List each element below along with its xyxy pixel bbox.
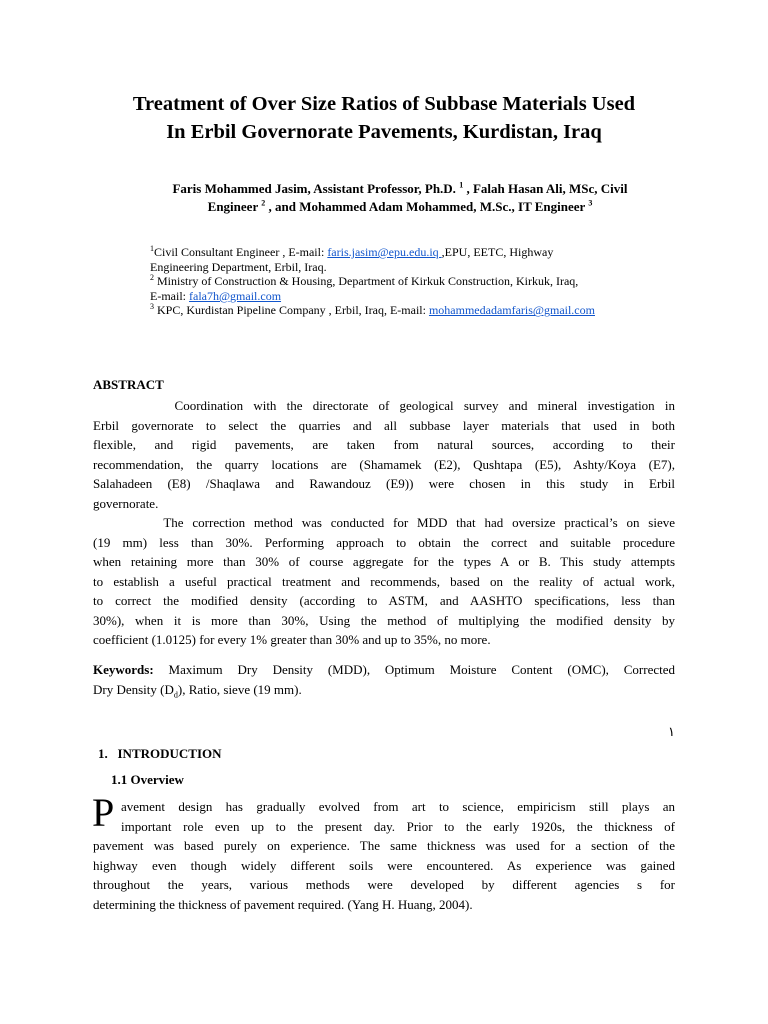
author-list bbox=[110, 180, 690, 216]
email-link-2[interactable]: fala7h@gmail.com bbox=[189, 288, 282, 303]
affiliation-2: $^2$ Ministry of Construction & Housing, Department of Kirkuk Construction, Kirkuk, Iraq, bbox=[150, 273, 579, 289]
abstract-p1-line: recommendation, the quarry locations are (Shamamek (E2), Qushtapa (E5), Ashty/Koya (E7), bbox=[93, 456, 675, 472]
affiliation-2-email: E-mail: fala7h@gmail.com bbox=[150, 288, 282, 303]
abstract-paragraph-2 bbox=[93, 513, 675, 650]
authors-line-1: Faris Mohammed Jasim, Assistant Professor, Ph.D. $^1$ , Falah Hasan Ali, MSc, Civil bbox=[172, 180, 628, 196]
abstract-p1-line: flexible, and rigid pavements, are taken from natural sources, according to their bbox=[93, 437, 675, 452]
keywords-line-1: Keywords: Maximum Dry Density (MDD), Optimum Moisture Content (OMC), Corrected bbox=[93, 662, 675, 677]
keywords-line-2: Dry Density $(D_d)$, Ratio, sieve (19 mm). bbox=[93, 681, 302, 700]
abstract-heading: ABSTRACT bbox=[93, 377, 164, 392]
keywords-label: Keywords: bbox=[93, 662, 154, 677]
intro-paragraph-indented bbox=[121, 797, 675, 836]
abstract-p2-line: to establish a useful practical treatment and recommends, based on the reality of actual work, bbox=[93, 573, 675, 589]
abstract-p2-line: to correct the modified density (according to ASTM, and AASHTO specifications, less than bbox=[93, 593, 675, 608]
email-link-3[interactable]: mohammedadamfaris@gmail.com bbox=[428, 303, 595, 318]
title-line-2: In Erbil Governorate Pavements, Kurdistan, Iraq bbox=[166, 121, 602, 143]
title-line-1: Treatment of Over Size Ratios of Subbase Materials Used bbox=[132, 93, 636, 115]
abstract-p1-line: Coordination with the directorate of geological survey and mineral investigation in bbox=[93, 398, 675, 413]
abstract-paragraph-1 bbox=[93, 396, 675, 513]
subsection-heading-overview: 1.1 Overview bbox=[111, 772, 184, 787]
affiliation-1-cont: Engineering Department, Erbil, Iraq. bbox=[150, 259, 327, 274]
intro-line: throughout the years, various methods were developed by different agencies s for bbox=[93, 877, 675, 892]
email-link-1[interactable]: faris.jasim@epu.edu.iq bbox=[327, 245, 442, 259]
intro-line: important role even up to the present day. Prior to the early 1920s, the thickness of bbox=[121, 818, 675, 834]
abstract-p1-line: governorate. bbox=[93, 495, 159, 511]
abstract-p1-line: Erbil governorate to select the quarries and all subbase layer materials that used in both bbox=[93, 417, 675, 433]
abstract-p2-line: when retaining more than 30% of course aggregate for the types A or B. This study attempts bbox=[93, 554, 675, 569]
drop-cap: P bbox=[92, 790, 115, 835]
abstract-p2-line: coefficient (1.0125) for every 1% greater than 30% and up to 35%, no more. bbox=[93, 632, 491, 647]
section-heading-introduction: 1. INTRODUCTION bbox=[98, 746, 222, 761]
intro-line: avement design has gradually evolved from art to science, empiricism still plays an bbox=[121, 799, 675, 814]
abstract-p2-line: 30%), when it is more than 30%, Using the method of multiplying the modified density by bbox=[93, 612, 675, 628]
page-mark: ١ bbox=[668, 724, 675, 739]
affiliation-3: $^3$ KPC, Kurdistan Pipeline Company , Erbil, Iraq, E-mail: mohammedadamfaris@gmail.com bbox=[150, 302, 595, 318]
authors-line-2: Engineer $^2$ , and Mohammed Adam Mohammed, M.Sc., IT Engineer $^3$ bbox=[207, 198, 593, 214]
abstract-p2-line: (19 mm) less than 30%. Performing approach to obtain the correct and suitable procedure bbox=[93, 534, 675, 550]
paper-title bbox=[60, 90, 708, 146]
abstract-p1-line: Salahadeen (E8) /Shaqlawa and Rawandouz (E9)) were chosen in this study in Erbil bbox=[93, 476, 675, 491]
intro-line: pavement was based purely on experience. The same thickness was used for a section of the bbox=[93, 838, 675, 853]
keywords bbox=[93, 660, 675, 699]
abstract-p2-line: The correction method was conducted for MDD that had oversize practical’s on sieve bbox=[93, 515, 675, 530]
affiliations bbox=[150, 245, 710, 318]
intro-paragraph bbox=[93, 836, 675, 914]
affiliation-1: $^1$Civil Consultant Engineer , E-mail: faris.jasim@epu.edu.iq ,EPU, EETC, Highway bbox=[150, 244, 554, 259]
intro-line: determining the thickness of pavement required. (Yang H. Huang, 2004). bbox=[93, 896, 473, 912]
intro-line: highway even though widely different soils were encountered. As experience was gained bbox=[93, 857, 675, 873]
